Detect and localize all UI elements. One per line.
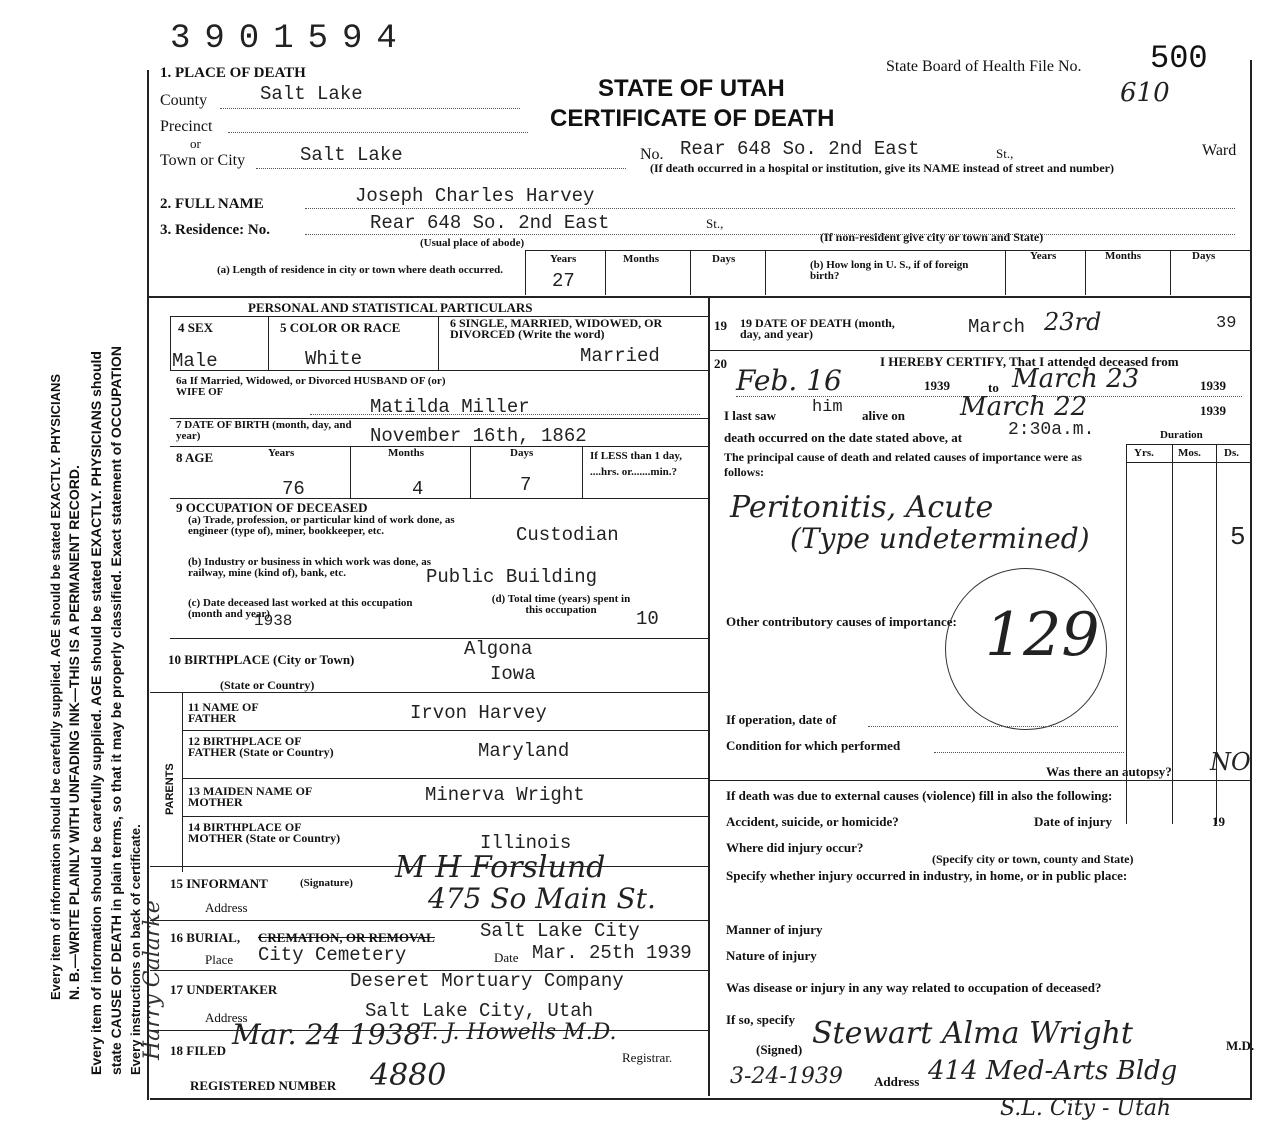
where-label: Where did injury occur? [726,840,864,855]
duration-yrs: Yrs. [1134,447,1154,459]
res-years-value: 27 [552,270,575,292]
injury-year: 19 [1212,814,1225,829]
undertaker-name: Deseret Mortuary Company [350,970,624,992]
full-name-label: 2. FULL NAME [160,196,264,212]
registrar-signature: T. J. Howells M.D. [420,1020,617,1045]
father-value: Irvon Harvey [410,702,547,724]
physician-address: 414 Med-Arts Bldg [928,1056,1178,1086]
length-res-label: (a) Length of residence in city or town where death occurred. [216,264,504,276]
nonres-note: (If non-resident give city or town and State) [820,230,1044,244]
death-year: 39 [1216,314,1237,333]
sex-value: Male [172,350,218,372]
signed-label: (Signed) [756,1042,803,1057]
certify-num: 20 [714,356,727,371]
burial-date-label: Date [494,950,519,965]
duration-label: Duration [1160,429,1203,441]
father-label: 11 NAME OF FATHER [188,700,259,725]
or-label: or [190,136,201,151]
residence-label: 3. Residence: No. [160,222,270,238]
sex-label: 4 SEX [178,320,214,335]
age-months-head: Months [388,447,425,459]
alive-on-label: alive on [862,408,905,423]
specify-label: Specify whether injury occurred in industry, in home, or in public place: [726,868,1128,883]
manner-label: Manner of injury [726,922,823,937]
contributory-label: Other contributory causes of importance: [726,614,957,629]
burial-date: Mar. 25th 1939 [532,942,692,964]
occupation-c-value: 1938 [254,612,293,630]
injury-date-label: Date of injury [1034,814,1112,829]
parents-side-label: PARENTS [164,763,176,815]
age-days-value: 7 [520,474,532,496]
frame-right [1250,60,1252,1100]
undertaker-address-label: Address [205,1010,248,1025]
registrar-label: Registrar. [622,1050,673,1065]
age-days-head: Days [510,447,534,459]
side-note-3: Every item of information should be carefully supplied. AGE should be stated EXACTLY. PHYSICIANS should [88,351,104,1075]
marital-value: Married [580,345,660,367]
town-label: Town or City [160,152,246,169]
mother-label: 13 MAIDEN NAME OF MOTHER [188,784,312,809]
attended-from-year: 1939 [924,378,950,393]
age-months-value: 4 [412,478,424,500]
death-month: March [968,316,1026,338]
race-label: 5 COLOR OR RACE [280,320,401,335]
attended-to: March 23 [1012,364,1140,394]
birthplace-city: Algona [464,638,533,660]
burial-place: City Cemetery [258,944,407,966]
st-label: St., [996,146,1014,161]
dob-value: November 16th, 1862 [370,425,587,447]
residence-value: Rear 648 So. 2nd East [370,212,610,234]
informant-address-label: Address [205,900,248,915]
place-section: 1. PLACE OF DEATH [160,65,306,81]
occupation-a-label: (a) Trade, profession, or particular kind of work done, as engineer (type of), miner, bookkeeper, etc. [188,514,455,537]
informant-address: 475 So Main St. [428,882,656,915]
cause-days: 5 [1230,522,1246,552]
attended-to-year: 1939 [1200,378,1226,393]
related-label: Was disease or injury in any way related to occupation of deceased? [726,980,1102,995]
undertaker-address: Salt Lake City, Utah [365,1000,594,1022]
spouse-value: Matilda Miller [370,396,530,418]
burial-label: 16 BURIAL, [170,930,241,945]
res-years-head: Years [550,253,577,265]
side-note-1: Every item of information should be carefully supplied. AGE should be stated EXACTLY. PHYSICIANS [48,373,63,1000]
foreign-years-head: Years [1030,250,1057,262]
file-no-alt: 610 [1120,78,1170,108]
cause-of-death: Peritonitis, Acute [730,490,994,525]
file-no-label: State Board of Health File No. [886,58,1082,75]
occurred-label: death occurred on the date stated above, at [724,430,963,445]
dob-label: 7 DATE OF BIRTH (month, day, and year) [176,419,352,442]
attended-to-label: to [988,380,999,395]
occupation-c-label: (c) Date deceased last worked at this occupation (month and year) [188,597,413,620]
file-no: 500 [1150,40,1208,77]
res-days-head: Days [712,253,736,265]
marital-label: 6 SINGLE, MARRIED, WIDOWED, OR DIVORCED (Write the word) [450,316,663,341]
occupation-label: 9 OCCUPATION OF DECEASED [176,500,368,515]
age-label: 8 AGE [176,450,214,465]
duration-ds: Ds. [1224,447,1239,459]
residence-st: St., [706,216,724,231]
serial-number: 3901594 [170,20,411,58]
occupation-a-value: Custodian [516,524,619,546]
condition-label: Condition for which performed [726,738,901,753]
where-note: (Specify city or town, county and State) [932,852,1134,866]
town-value: Salt Lake [300,144,403,166]
alive-date: March 22 [960,392,1088,422]
stamp-number: 129 [985,600,1100,670]
duration-mos: Mos. [1178,447,1201,459]
foreign-days-head: Days [1192,250,1216,262]
autopsy-label: Was there an autopsy? [1046,764,1172,779]
external-label: If death was due to external causes (violence) fill in also the following: [726,788,1113,803]
informant-label: 15 INFORMANT [170,876,268,891]
death-day: 23rd [1044,308,1102,336]
autopsy-value: NO [1210,748,1251,776]
precinct-label: Precinct [160,118,213,135]
occupation-d-value: 10 [636,608,659,630]
sign-date: 3-24-1939 [730,1064,843,1089]
foreign-months-head: Months [1105,250,1142,262]
cause-label: The principal cause of death and related causes of importance were as follows: [724,450,1082,479]
street-no-label: No. [640,146,664,163]
full-name-value: Joseph Charles Harvey [355,185,595,207]
certify-text: I HEREBY CERTIFY, That I attended deceased from [880,354,1179,369]
mother-birthplace: Illinois [480,832,572,854]
state-title: STATE OF UTAH [598,75,785,102]
occupation-b-label: (b) Industry or business in which work was done, as railway, mine (kind of), bank, etc. [188,556,432,579]
reg-number-label: REGISTERED NUMBER [190,1078,337,1093]
operation-label: If operation, date of [726,712,837,727]
alive-year: 1939 [1200,403,1226,418]
certificate-title: CERTIFICATE OF DEATH [550,105,835,132]
age-years-value: 76 [282,478,305,500]
md-label: M.D. [1226,1038,1255,1053]
physician-address-label: Address [874,1074,920,1089]
mother-birthplace-label: 14 BIRTHPLACE OF MOTHER (State or Country) [188,820,341,845]
personal-header: PERSONAL AND STATISTICAL PARTICULARS [248,300,533,315]
birthplace-state: Iowa [490,663,536,685]
side-note-4: state CAUSE OF DEATH in plain terms, so that it may be properly classified. Exact statement of OCCUPATION [108,346,124,1075]
father-birthplace: Maryland [478,740,570,762]
physician-city: S.L. City - Utah [1000,1096,1172,1121]
street-value: Rear 648 So. 2nd East [680,138,920,160]
reg-number: 4880 [370,1058,447,1093]
burial-place-label: Place [205,952,234,967]
filed-label: 18 FILED [170,1043,226,1058]
last-saw-label: I last saw [724,408,777,423]
race-value: White [305,348,363,370]
death-date-num: 19 [714,318,727,333]
undertaker-label: 17 UNDERTAKER [170,982,278,997]
informant-sig-label: (Signature) [300,877,353,889]
attended-from: Feb. 16 [736,364,842,397]
last-saw-him: him [812,398,843,417]
filed-date: Mar. 24 1938 [232,1018,422,1051]
side-note-5: Every instructions on back of certificate. [128,824,143,1075]
usual-abode-note: (Usual place of abode) [420,237,525,249]
mother-value: Minerva Wright [425,784,585,806]
ward-label: Ward [1202,142,1237,159]
county-value: Salt Lake [260,83,363,105]
informant-signature: M H Forslund [395,850,606,885]
occupation-b-value: Public Building [426,566,598,588]
accident-label: Accident, suicide, or homicide? [726,814,899,829]
burial-value: Salt Lake City [480,920,640,942]
occupation-d-label: (d) Total time (years) spent in this occupation [491,593,631,616]
death-date-label: 19 DATE OF DEATH (month, day, and year) [740,316,895,341]
birthplace-label: 10 BIRTHPLACE (City or Town) [168,652,355,667]
side-signature: Harry Calarke [140,900,165,1060]
birth-state-label: (State or Country) [220,678,315,692]
father-birthplace-label: 12 BIRTHPLACE OF FATHER (State or Country) [188,734,334,759]
hospital-note: (If death occurred in a hospital or institution, give its NAME instead of street and number) [650,161,1115,175]
spouse-label: 6a If Married, Widowed, or Divorced HUSBAND OF (or) WIFE OF [176,375,446,398]
nature-label: Nature of injury [726,948,817,963]
county-label: County [160,92,208,109]
less-than-label: If LESS than 1 day, ....hrs. or.......min.? [590,450,683,478]
age-years-head: Years [268,447,295,459]
frame-left [147,70,149,1100]
res-months-head: Months [623,253,660,265]
side-note-2: N. B.—WRITE PLAINLY WITH UNFADING INK—THIS IS A PERMANENT RECORD. [66,465,82,1000]
death-time: 2:30a.m. [1008,420,1095,440]
if-so-label: If so, specify [726,1012,795,1027]
burial-struck: CREMATION, OR REMOVAL [258,930,435,945]
foreign-label: (b) How long in U. S., if of foreign birth? [810,259,969,282]
physician-signature: Stewart Alma Wright [812,1016,1133,1051]
cause-type: (Type undetermined) [790,522,1090,555]
